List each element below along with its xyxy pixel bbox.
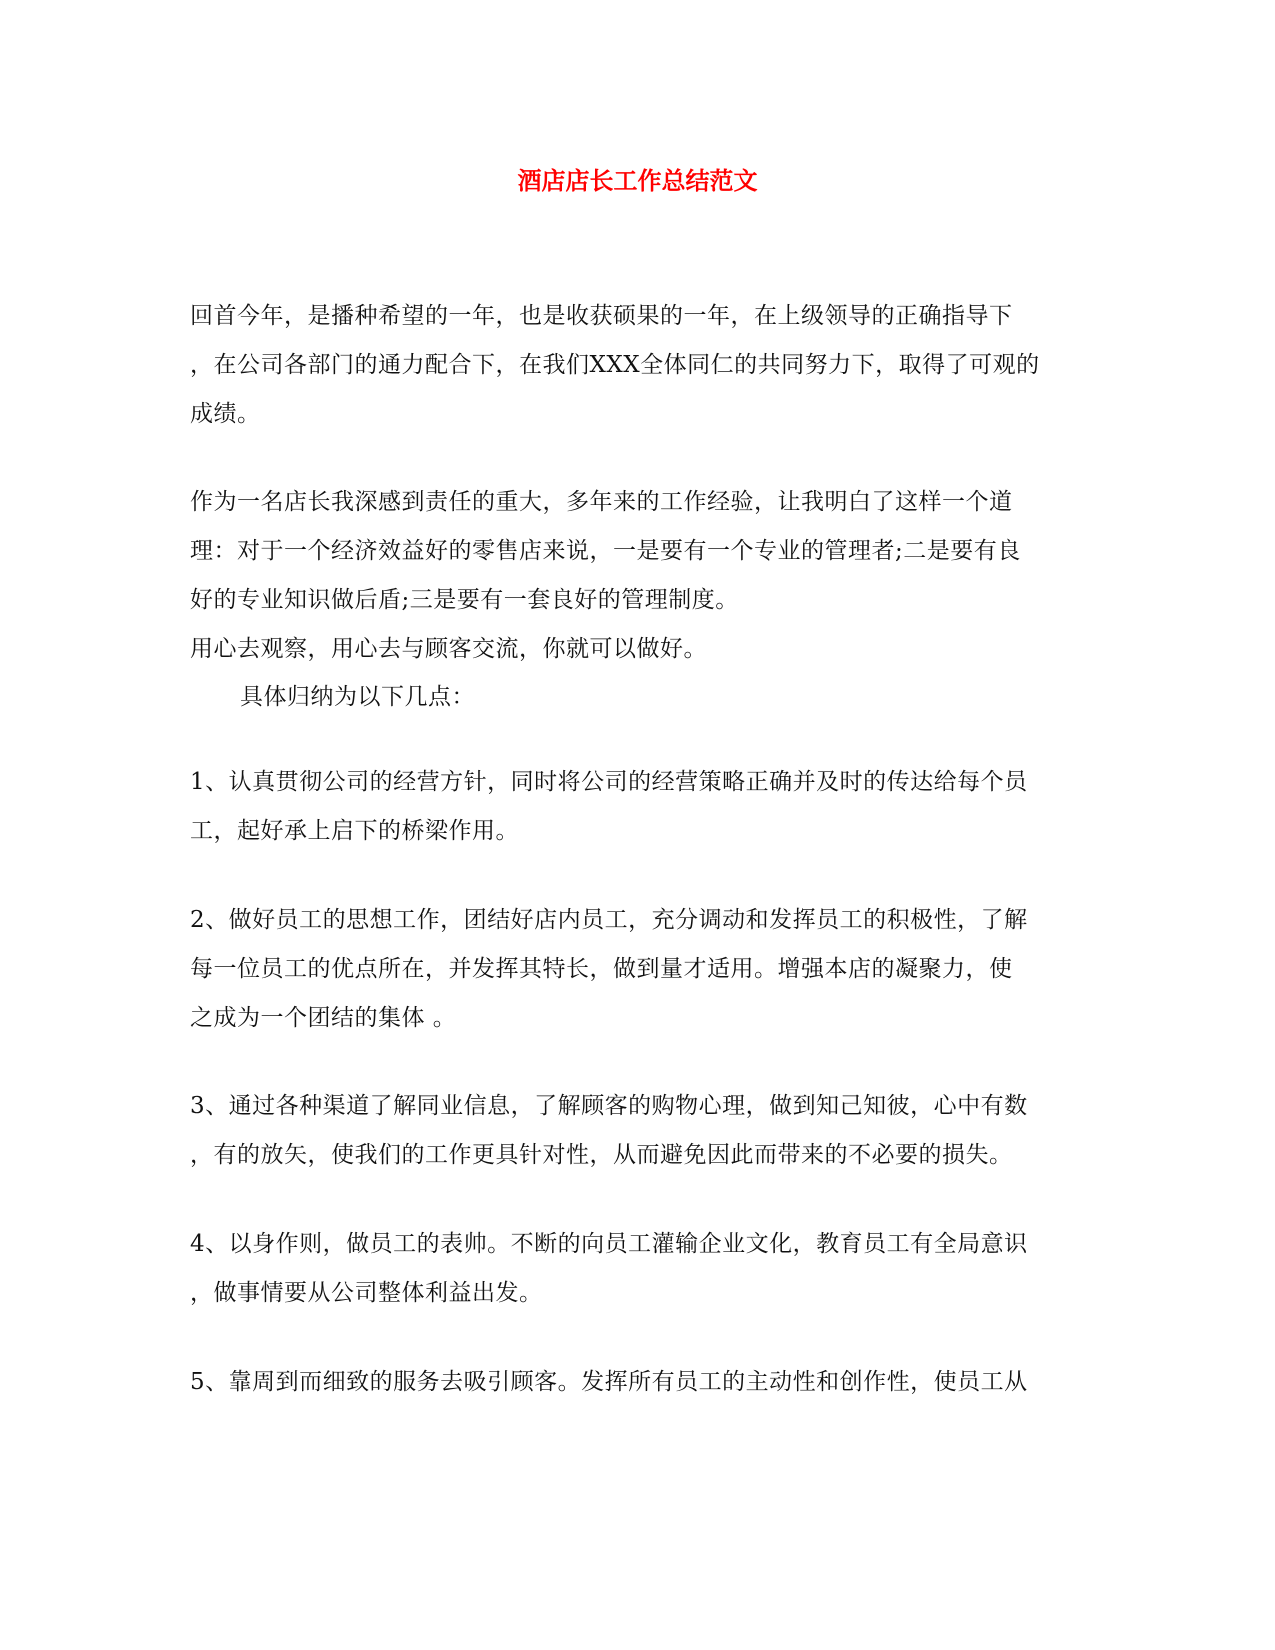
paragraph-line: 好的专业知识做后盾;三是要有一套良好的管理制度。 — [190, 587, 739, 613]
paragraph-line: 之成为一个团结的集体 。 — [190, 1005, 457, 1031]
paragraph-line: 5、靠周到而细致的服务去吸引顾客。发挥所有员工的主动性和创作性，使员工从 — [190, 1369, 1028, 1395]
paragraph-line: ，在公司各部门的通力配合下，在我们XXX全体同仁的共同努力下，取得了可观的 — [190, 352, 1040, 378]
list-item-1 — [190, 758, 1080, 856]
list-item-3 — [190, 1082, 1080, 1180]
paragraph-line: 1、认真贯彻公司的经营方针，同时将公司的经营策略正确并及时的传达给每个员 — [190, 769, 1028, 795]
paragraph-summary-intro — [190, 673, 1080, 722]
paragraph-line: 3、通过各种渠道了解同业信息，了解顾客的购物心理，做到知己知彼，心中有数 — [190, 1093, 1028, 1119]
list-item-2 — [190, 896, 1080, 1043]
paragraph-responsibility — [190, 478, 1080, 674]
paragraph-line: 成绩。 — [190, 401, 261, 427]
paragraph-line: 4、以身作则，做员工的表帅。不断的向员工灌输企业文化，教育员工有全局意识 — [190, 1231, 1028, 1257]
paragraph-line: 理：对于一个经济效益好的零售店来说，一是要有一个专业的管理者;二是要有良 — [190, 538, 1021, 564]
paragraph-line: 用心去观察，用心去与顾客交流，你就可以做好。 — [190, 636, 707, 662]
paragraph-line: 作为一名店长我深感到责任的重大，多年来的工作经验，让我明白了这样一个道 — [190, 489, 1013, 515]
paragraph-line: ，有的放矢，使我们的工作更具针对性，从而避免因此而带来的不必要的损失。 — [190, 1142, 1013, 1168]
document-title: 酒店店长工作总结范文 — [517, 166, 758, 195]
paragraph-intro — [190, 292, 1080, 439]
paragraph-line: 每一位员工的优点所在，并发挥其特长，做到量才适用。增强本店的凝聚力，使 — [190, 956, 1013, 982]
list-item-4 — [190, 1220, 1080, 1318]
paragraph-line: 回首今年，是播种希望的一年，也是收获硕果的一年，在上级领导的正确指导下 — [190, 303, 1013, 329]
paragraph-line: 工，起好承上启下的桥梁作用。 — [190, 818, 519, 844]
paragraph-line: 具体归纳为以下几点： — [240, 684, 475, 710]
paragraph-line: ，做事情要从公司整体利益出发。 — [190, 1280, 543, 1306]
paragraph-line: 2、做好员工的思想工作，团结好店内员工，充分调动和发挥员工的积极性，了解 — [190, 907, 1028, 933]
list-item-5 — [190, 1358, 1080, 1407]
